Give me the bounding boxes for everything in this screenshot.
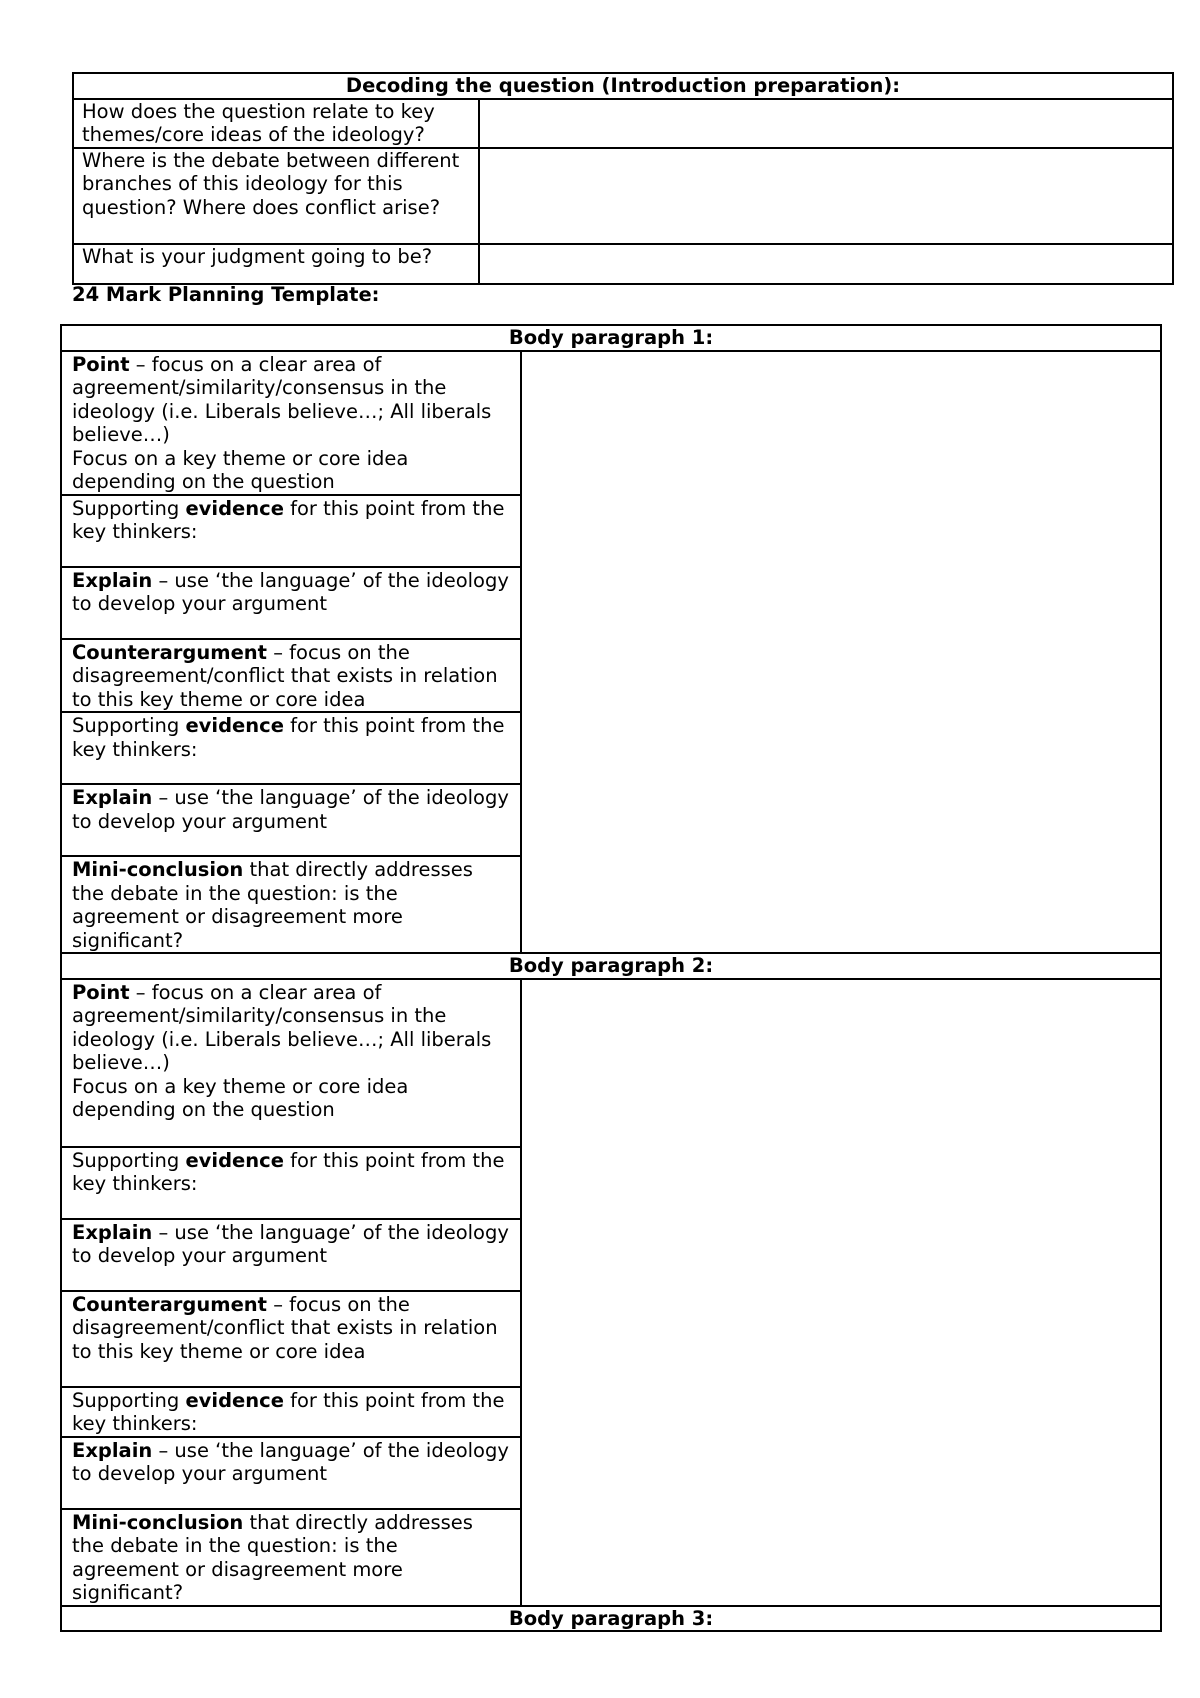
template-title: 24 Mark Planning Template: bbox=[72, 283, 380, 306]
decoding-answer-themes[interactable] bbox=[479, 99, 1173, 148]
paragraph-1-answer-area[interactable] bbox=[521, 351, 1161, 954]
evidence-prompt: Supporting evidence for this point from the key thinkers: bbox=[61, 495, 521, 567]
decoding-answer-judgment[interactable] bbox=[479, 244, 1173, 284]
decoding-header: Decoding the question (Introduction preparation): bbox=[73, 73, 1173, 99]
evidence-prompt: Supporting evidence for this point from the key thinkers: bbox=[61, 712, 521, 784]
point-label: Point bbox=[72, 352, 130, 376]
decoding-answer-debate[interactable] bbox=[479, 148, 1173, 244]
paragraph-2-answer-area[interactable] bbox=[521, 979, 1161, 1606]
explain-prompt: Explain – use ‘the language’ of the ideology to develop your argument bbox=[61, 1437, 521, 1509]
decoding-prompt-judgment: What is your judgment going to be? bbox=[73, 244, 479, 284]
paragraph-header-2: Body paragraph 2: bbox=[61, 953, 1161, 979]
explain-prompt: Explain – use ‘the language’ of the ideology to develop your argument bbox=[61, 1219, 521, 1291]
mini-conclusion-prompt: Mini-conclusion that directly addresses the debate in the question: is the agreement or disagreement more significant? bbox=[61, 856, 521, 953]
explain-prompt: Explain – use ‘the language’ of the ideology to develop your argument bbox=[61, 567, 521, 639]
evidence-prompt: Supporting evidence for this point from the key thinkers: bbox=[61, 1147, 521, 1219]
decoding-table bbox=[72, 72, 1174, 285]
counterargument-prompt: Counterargument – focus on the disagreement/conflict that exists in relation to this key theme or core idea bbox=[61, 639, 521, 713]
paragraph-header-3: Body paragraph 3: bbox=[61, 1606, 1161, 1632]
evidence-prompt: Supporting evidence for this point from the key thinkers: bbox=[61, 1387, 521, 1437]
mini-conclusion-prompt: Mini-conclusion that directly addresses the debate in the question: is the agreement or disagreement more significant? bbox=[61, 1509, 521, 1606]
point-label: Point bbox=[72, 980, 130, 1004]
planning-table bbox=[60, 324, 1162, 1632]
point-prompt: Point – focus on a clear area of agreement/similarity/consensus in the ideology (i.e. Liberals believe…; All liberals believe…) Focus on a key theme or core idea depending on the question bbox=[61, 351, 521, 495]
paragraph-header-1: Body paragraph 1: bbox=[61, 325, 1161, 351]
decoding-prompt-themes: How does the question relate to key themes/core ideas of the ideology? bbox=[73, 99, 479, 148]
counterargument-prompt: Counterargument – focus on the disagreement/conflict that exists in relation to this key theme or core idea bbox=[61, 1291, 521, 1387]
explain-prompt: Explain – use ‘the language’ of the ideology to develop your argument bbox=[61, 784, 521, 856]
decoding-prompt-debate: Where is the debate between different branches of this ideology for this question? Where does conflict arise? bbox=[73, 148, 479, 244]
point-prompt: Point – focus on a clear area of agreement/similarity/consensus in the ideology (i.e. Liberals believe…; All liberals believe…) Focus on a key theme or core idea depending on the question bbox=[61, 979, 521, 1147]
